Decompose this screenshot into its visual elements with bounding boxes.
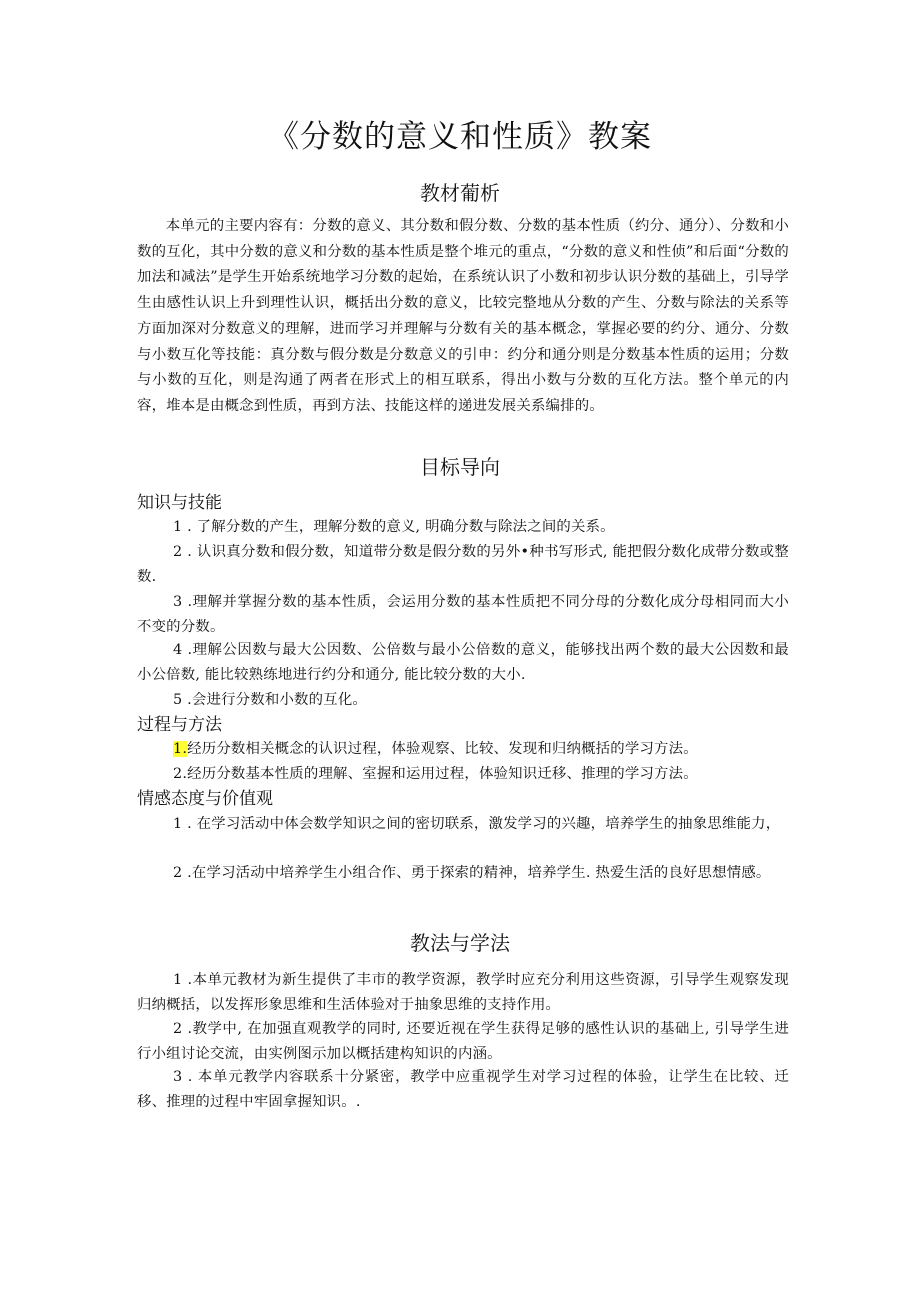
list-item: 1 . 了解分数的产生，理解分数的意义, 明确分数与除法之间的关系。	[173, 519, 615, 535]
section-heading-textbook-analysis: 教材葡析	[420, 181, 500, 205]
list-item: 3 . 本单元教学内容联系十分紧密，教学中应重视学生对学习过程的体验，让学生在比较、迁移、推理的过程中牢固拿握知识。.	[137, 1069, 789, 1110]
textbook-analysis-paragraph: 本单元的主要内容有：分数的意义、其分数和假分数、分数的基本性质（约分、通分）、分数和小数的互化，其中分数的意义和分数的基本性质是整个堆元的重点，“分数的意义和性侦”和后面“分数的加法和减法”是学生开始系统地学习分数的起始，在系统认识了小数和初步认识分数的基础上，引导学生由感性认识上升到理性认识，概括出分数的意义，比较完整地从分数的产生、分数与除法的关系等方面加深对分数意义的理解，进而学习并理解与分数有关的基本概念，掌握必要的约分、通分、分数与小数互化等技能：真分数与假分数是分数意义的引申：约分和通分则是分数基本性质的运用；分数与小数的互化，则是沟通了两者在形式上的相互联系，得出小数与分数的互化方法。整个单元的内容，堆本是由概念到性质，再到方法、技能这样的递进发展关系编排的。	[137, 218, 789, 414]
list-item: 2 .教学中, 在加强直观教学的同时, 还要近视在学生获得足够的感性认识的基础上, 引导学生进行小组讨论交流，由实例图示加以概括建构知识的内涵。	[137, 1021, 789, 1062]
section-heading-teaching-methods: 教法与学法	[410, 931, 510, 955]
list-item: 2.经历分数基本性质的理解、室握和运用过程，体验知识迁移、推理的学习方法。	[173, 766, 698, 782]
list-item: 4 .理解公因数与最大公因数、公倍数与最小公倍数的意义，能够找出两个数的最大公因数和最小公倍数, 能比较熟练地进行约分和通分, 能比较分数的大小.	[137, 642, 789, 683]
list-item: 2 .在学习活动中培养学生小组合作、勇于探索的精神，培养学生. 热爱生活的良好思想情感。	[173, 865, 771, 881]
list-item: 1 . 在学习活动中体会数学知识之间的密切联系，激发学习的兴趣，培养学生的抽象思维能力，	[173, 816, 781, 832]
list-item: 3 .理解并掌握分数的基本性质，会运用分数的基本性质把不同分母的分数化成分母相同而大小不变的分数。	[137, 594, 789, 635]
subheading-attitude-values: 情感态度与价值观	[137, 789, 273, 809]
highlight-mark: 1.	[173, 741, 188, 757]
subheading-knowledge-skills: 知识与技能	[137, 493, 222, 513]
section-heading-goals: 目标导向	[420, 455, 500, 479]
list-item: 1.经历分数相关概念的认识过程，体验观察、比较、发现和归纳概括的学习方法。	[173, 741, 698, 757]
list-item: 5 .会进行分数和小数的互化。	[173, 692, 367, 708]
subheading-process-method: 过程与方法	[137, 715, 222, 735]
document-title: 《分数的意义和性质》教案	[268, 119, 652, 155]
list-item: 1 .本单元教材为新生提供了丰市的教学资源，教学时应充分利用这些资源，引导学生观察发现归纳概括，以发挥形象思维和生活体验对于抽象思维的支持作用。	[137, 972, 789, 1013]
list-item: 2 . 认识真分数和假分数，知道带分数是假分数的另外•种书写形式, 能把假分数化成带分数或整数.	[137, 544, 789, 585]
